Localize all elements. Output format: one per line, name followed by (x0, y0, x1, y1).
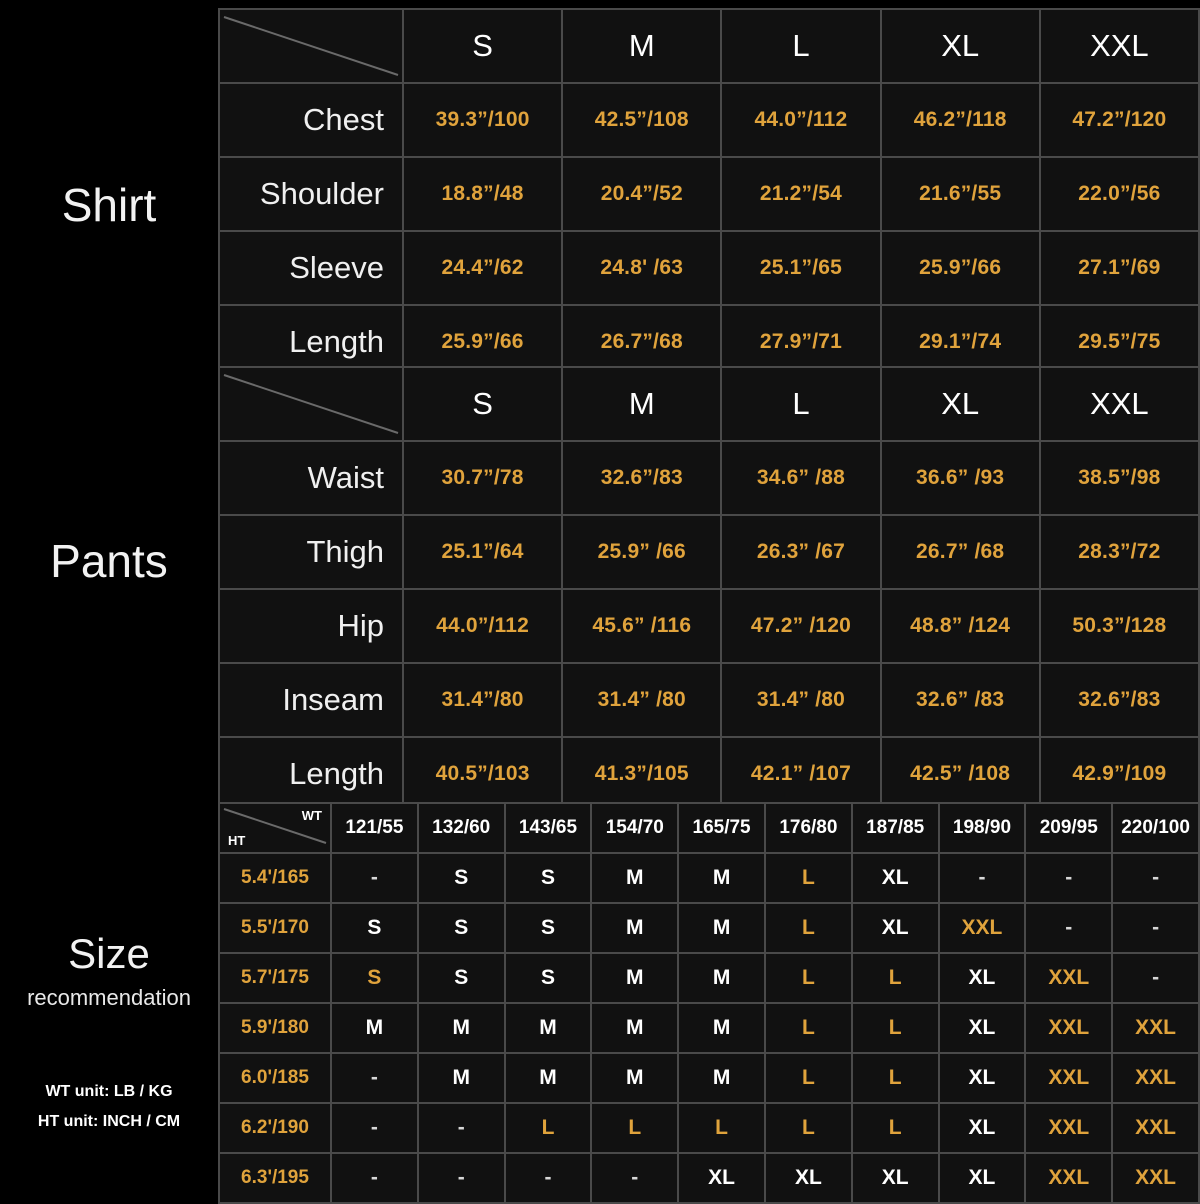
reco-size-cell: XXL (1025, 1103, 1112, 1153)
shirt-measurement-cell: 20.4”/52 (562, 157, 721, 231)
reco-size-cell: L (765, 1103, 852, 1153)
reco-size-cell: L (852, 1053, 939, 1103)
pants-row (219, 663, 1199, 737)
size-section-label: Size (68, 930, 150, 977)
reco-size-cell: S (505, 903, 592, 953)
pants-table-grid (218, 366, 1200, 812)
size-section-sublabel: recommendation (27, 985, 191, 1010)
shirt-table-grid (218, 8, 1200, 380)
reco-size-cell: - (1025, 903, 1112, 953)
pants-row (219, 737, 1199, 811)
pants-measurement-cell: 38.5”/98 (1040, 441, 1199, 515)
reco-size-cell: - (331, 1153, 418, 1203)
shirt-row-label: Chest (219, 83, 403, 157)
reco-size-cell: M (505, 1003, 592, 1053)
pants-measurement-cell: 25.1”/64 (403, 515, 562, 589)
reco-size-cell: M (331, 1003, 418, 1053)
reco-height-label: 6.3'/195 (219, 1153, 331, 1203)
reco-size-cell: M (678, 1003, 765, 1053)
reco-size-cell: - (331, 1053, 418, 1103)
reco-size-cell: M (591, 903, 678, 953)
reco-size-cell: XXL (1025, 1053, 1112, 1103)
pants-size-header: S (403, 367, 562, 441)
shirt-measurement-cell: 29.5”/75 (1040, 305, 1199, 379)
reco-weight-header: 132/60 (418, 803, 505, 853)
reco-size-cell: XXL (1112, 1153, 1199, 1203)
pants-measurement-cell: 32.6” /83 (881, 663, 1040, 737)
reco-size-cell: L (591, 1103, 678, 1153)
pants-measurement-cell: 42.5” /108 (881, 737, 1040, 811)
shirt-measurement-cell: 47.2”/120 (1040, 83, 1199, 157)
pants-header-row (219, 367, 1199, 441)
pants-measurement-cell: 47.2” /120 (721, 589, 880, 663)
reco-row (219, 1153, 1199, 1203)
pants-measurement-cell: 48.8” /124 (881, 589, 1040, 663)
reco-size-cell: XXL (1025, 1003, 1112, 1053)
reco-weight-header: 154/70 (591, 803, 678, 853)
reco-size-cell: S (505, 853, 592, 903)
pants-measurement-cell: 26.3” /67 (721, 515, 880, 589)
reco-height-label: 5.7'/175 (219, 953, 331, 1003)
shirt-measurement-cell: 42.5”/108 (562, 83, 721, 157)
reco-size-cell: M (678, 1053, 765, 1103)
reco-weight-header: 176/80 (765, 803, 852, 853)
reco-size-cell: - (331, 1103, 418, 1153)
reco-weight-header: 165/75 (678, 803, 765, 853)
reco-size-cell: XL (765, 1153, 852, 1203)
reco-size-cell: - (591, 1153, 678, 1203)
pants-row-label: Inseam (219, 663, 403, 737)
reco-size-cell: M (505, 1053, 592, 1103)
pants-measurement-cell: 31.4”/80 (403, 663, 562, 737)
reco-size-cell: L (765, 853, 852, 903)
shirt-size-header: L (721, 9, 880, 83)
pants-measurement-cell: 36.6” /93 (881, 441, 1040, 515)
reco-size-cell: XL (852, 903, 939, 953)
reco-size-cell: L (765, 1003, 852, 1053)
shirt-measurement-cell: 27.9”/71 (721, 305, 880, 379)
pants-measurement-cell: 45.6” /116 (562, 589, 721, 663)
reco-size-cell: L (852, 1103, 939, 1153)
reco-size-cell: XL (852, 853, 939, 903)
reco-size-cell: L (852, 1003, 939, 1053)
reco-size-cell: - (331, 853, 418, 903)
reco-size-cell: M (678, 853, 765, 903)
reco-row (219, 853, 1199, 903)
reco-size-cell: M (591, 953, 678, 1003)
reco-size-cell: - (939, 853, 1026, 903)
weight-axis-label: WT (301, 808, 322, 823)
reco-size-cell: - (1112, 903, 1199, 953)
shirt-measurement-cell: 44.0”/112 (721, 83, 880, 157)
shirt-row (219, 157, 1199, 231)
weight-unit-note: WT unit: LB / KG (45, 1083, 173, 1100)
pants-measurement-cell: 32.6”/83 (1040, 663, 1199, 737)
pants-measurement-cell: 41.3”/105 (562, 737, 721, 811)
pants-measurement-cell: 31.4” /80 (721, 663, 880, 737)
shirt-measurement-cell: 26.7”/68 (562, 305, 721, 379)
pants-measurement-cell: 31.4” /80 (562, 663, 721, 737)
reco-size-cell: XXL (1112, 1003, 1199, 1053)
shirt-size-header: XL (881, 9, 1040, 83)
reco-size-cell: S (331, 903, 418, 953)
shirt-measurement-cell: 22.0”/56 (1040, 157, 1199, 231)
shirt-size-header: M (562, 9, 721, 83)
height-unit-note: HT unit: INCH / CM (37, 1113, 181, 1130)
reco-size-cell: M (678, 903, 765, 953)
pants-measurement-cell: 28.3”/72 (1040, 515, 1199, 589)
shirt-section-label: Shirt (61, 179, 157, 231)
reco-height-label: 6.0'/185 (219, 1053, 331, 1103)
reco-size-cell: L (765, 903, 852, 953)
shirt-row-label: Shoulder (219, 157, 403, 231)
pants-measurement-cell: 26.7” /68 (881, 515, 1040, 589)
pants-row-label: Length (219, 737, 403, 811)
reco-size-cell: S (418, 903, 505, 953)
shirt-measurement-cell: 25.1”/65 (721, 231, 880, 305)
reco-weight-header: 143/65 (505, 803, 592, 853)
reco-weight-header: 198/90 (939, 803, 1026, 853)
reco-corner-cell (219, 803, 331, 853)
shirt-measurement-cell: 25.9”/66 (881, 231, 1040, 305)
shirt-measurement-table (218, 8, 1200, 380)
shirt-measurement-cell: 39.3”/100 (403, 83, 562, 157)
reco-size-cell: L (505, 1103, 592, 1153)
pants-measurement-cell: 42.9”/109 (1040, 737, 1199, 811)
pants-row (219, 441, 1199, 515)
pants-corner-cell (219, 367, 403, 441)
shirt-measurement-cell: 46.2”/118 (881, 83, 1040, 157)
pants-row (219, 589, 1199, 663)
pants-measurement-cell: 42.1” /107 (721, 737, 880, 811)
shirt-corner-cell (219, 9, 403, 83)
reco-table-grid (218, 802, 1200, 1204)
reco-size-cell: XXL (1112, 1103, 1199, 1153)
reco-size-cell: XL (939, 1003, 1026, 1053)
reco-size-cell: - (1112, 953, 1199, 1003)
reco-row (219, 903, 1199, 953)
reco-size-cell: S (505, 953, 592, 1003)
reco-height-label: 5.9'/180 (219, 1003, 331, 1053)
reco-size-cell: L (765, 1053, 852, 1103)
reco-row (219, 1003, 1199, 1053)
reco-size-cell: S (418, 853, 505, 903)
pants-measurement-table (218, 366, 1200, 812)
shirt-measurement-cell: 21.6”/55 (881, 157, 1040, 231)
reco-size-cell: XXL (1025, 953, 1112, 1003)
pants-row-label: Thigh (219, 515, 403, 589)
pants-row (219, 515, 1199, 589)
reco-weight-header: 220/100 (1112, 803, 1199, 853)
shirt-measurement-cell: 25.9”/66 (403, 305, 562, 379)
reco-size-cell: S (331, 953, 418, 1003)
pants-measurement-cell: 50.3”/128 (1040, 589, 1199, 663)
pants-section-label: Pants (50, 535, 168, 587)
pants-row-label: Waist (219, 441, 403, 515)
reco-size-cell: XXL (1025, 1153, 1112, 1203)
reco-size-cell: - (1025, 853, 1112, 903)
reco-size-cell: XL (852, 1153, 939, 1203)
pants-measurement-cell: 40.5”/103 (403, 737, 562, 811)
reco-size-cell: - (418, 1153, 505, 1203)
shirt-measurement-cell: 18.8”/48 (403, 157, 562, 231)
shirt-measurement-cell: 27.1”/69 (1040, 231, 1199, 305)
shirt-size-header: XXL (1040, 9, 1199, 83)
reco-row (219, 1103, 1199, 1153)
pants-measurement-cell: 32.6”/83 (562, 441, 721, 515)
height-axis-label: HT (228, 833, 246, 848)
reco-weight-header: 187/85 (852, 803, 939, 853)
pants-row-label: Hip (219, 589, 403, 663)
reco-size-cell: XL (939, 1153, 1026, 1203)
pants-measurement-cell: 30.7”/78 (403, 441, 562, 515)
shirt-measurement-cell: 24.8' /63 (562, 231, 721, 305)
reco-size-cell: M (418, 1053, 505, 1103)
shirt-row (219, 83, 1199, 157)
reco-size-cell: XL (678, 1153, 765, 1203)
shirt-measurement-cell: 29.1”/74 (881, 305, 1040, 379)
reco-size-cell: - (1112, 853, 1199, 903)
reco-size-cell: XL (939, 1053, 1026, 1103)
pants-size-header: L (721, 367, 880, 441)
pants-size-header: XXL (1040, 367, 1199, 441)
reco-header-row (219, 803, 1199, 853)
pants-size-header: XL (881, 367, 1040, 441)
reco-size-cell: XXL (939, 903, 1026, 953)
reco-size-cell: XL (939, 1103, 1026, 1153)
reco-size-cell: - (418, 1103, 505, 1153)
reco-height-label: 6.2'/190 (219, 1103, 331, 1153)
shirt-measurement-cell: 21.2”/54 (721, 157, 880, 231)
shirt-row-label: Length (219, 305, 403, 379)
reco-size-cell: L (852, 953, 939, 1003)
pants-measurement-cell: 25.9” /66 (562, 515, 721, 589)
size-recommendation-table (218, 802, 1200, 1204)
reco-size-cell: M (678, 953, 765, 1003)
reco-height-label: 5.5'/170 (219, 903, 331, 953)
shirt-header-row (219, 9, 1199, 83)
pants-measurement-cell: 34.6” /88 (721, 441, 880, 515)
reco-size-cell: XXL (1112, 1053, 1199, 1103)
reco-weight-header: 209/95 (1025, 803, 1112, 853)
reco-size-cell: M (591, 1003, 678, 1053)
reco-size-cell: XL (939, 953, 1026, 1003)
reco-size-cell: M (418, 1003, 505, 1053)
reco-size-cell: L (765, 953, 852, 1003)
shirt-size-header: S (403, 9, 562, 83)
shirt-measurement-cell: 24.4”/62 (403, 231, 562, 305)
reco-height-label: 5.4'/165 (219, 853, 331, 903)
shirt-row (219, 231, 1199, 305)
reco-size-cell: M (591, 1053, 678, 1103)
reco-size-cell: S (418, 953, 505, 1003)
reco-size-cell: L (678, 1103, 765, 1153)
reco-size-cell: - (505, 1153, 592, 1203)
reco-row (219, 1053, 1199, 1103)
shirt-row-label: Sleeve (219, 231, 403, 305)
reco-row (219, 953, 1199, 1003)
reco-size-cell: M (591, 853, 678, 903)
pants-measurement-cell: 44.0”/112 (403, 589, 562, 663)
reco-weight-header: 121/55 (331, 803, 418, 853)
pants-size-header: M (562, 367, 721, 441)
